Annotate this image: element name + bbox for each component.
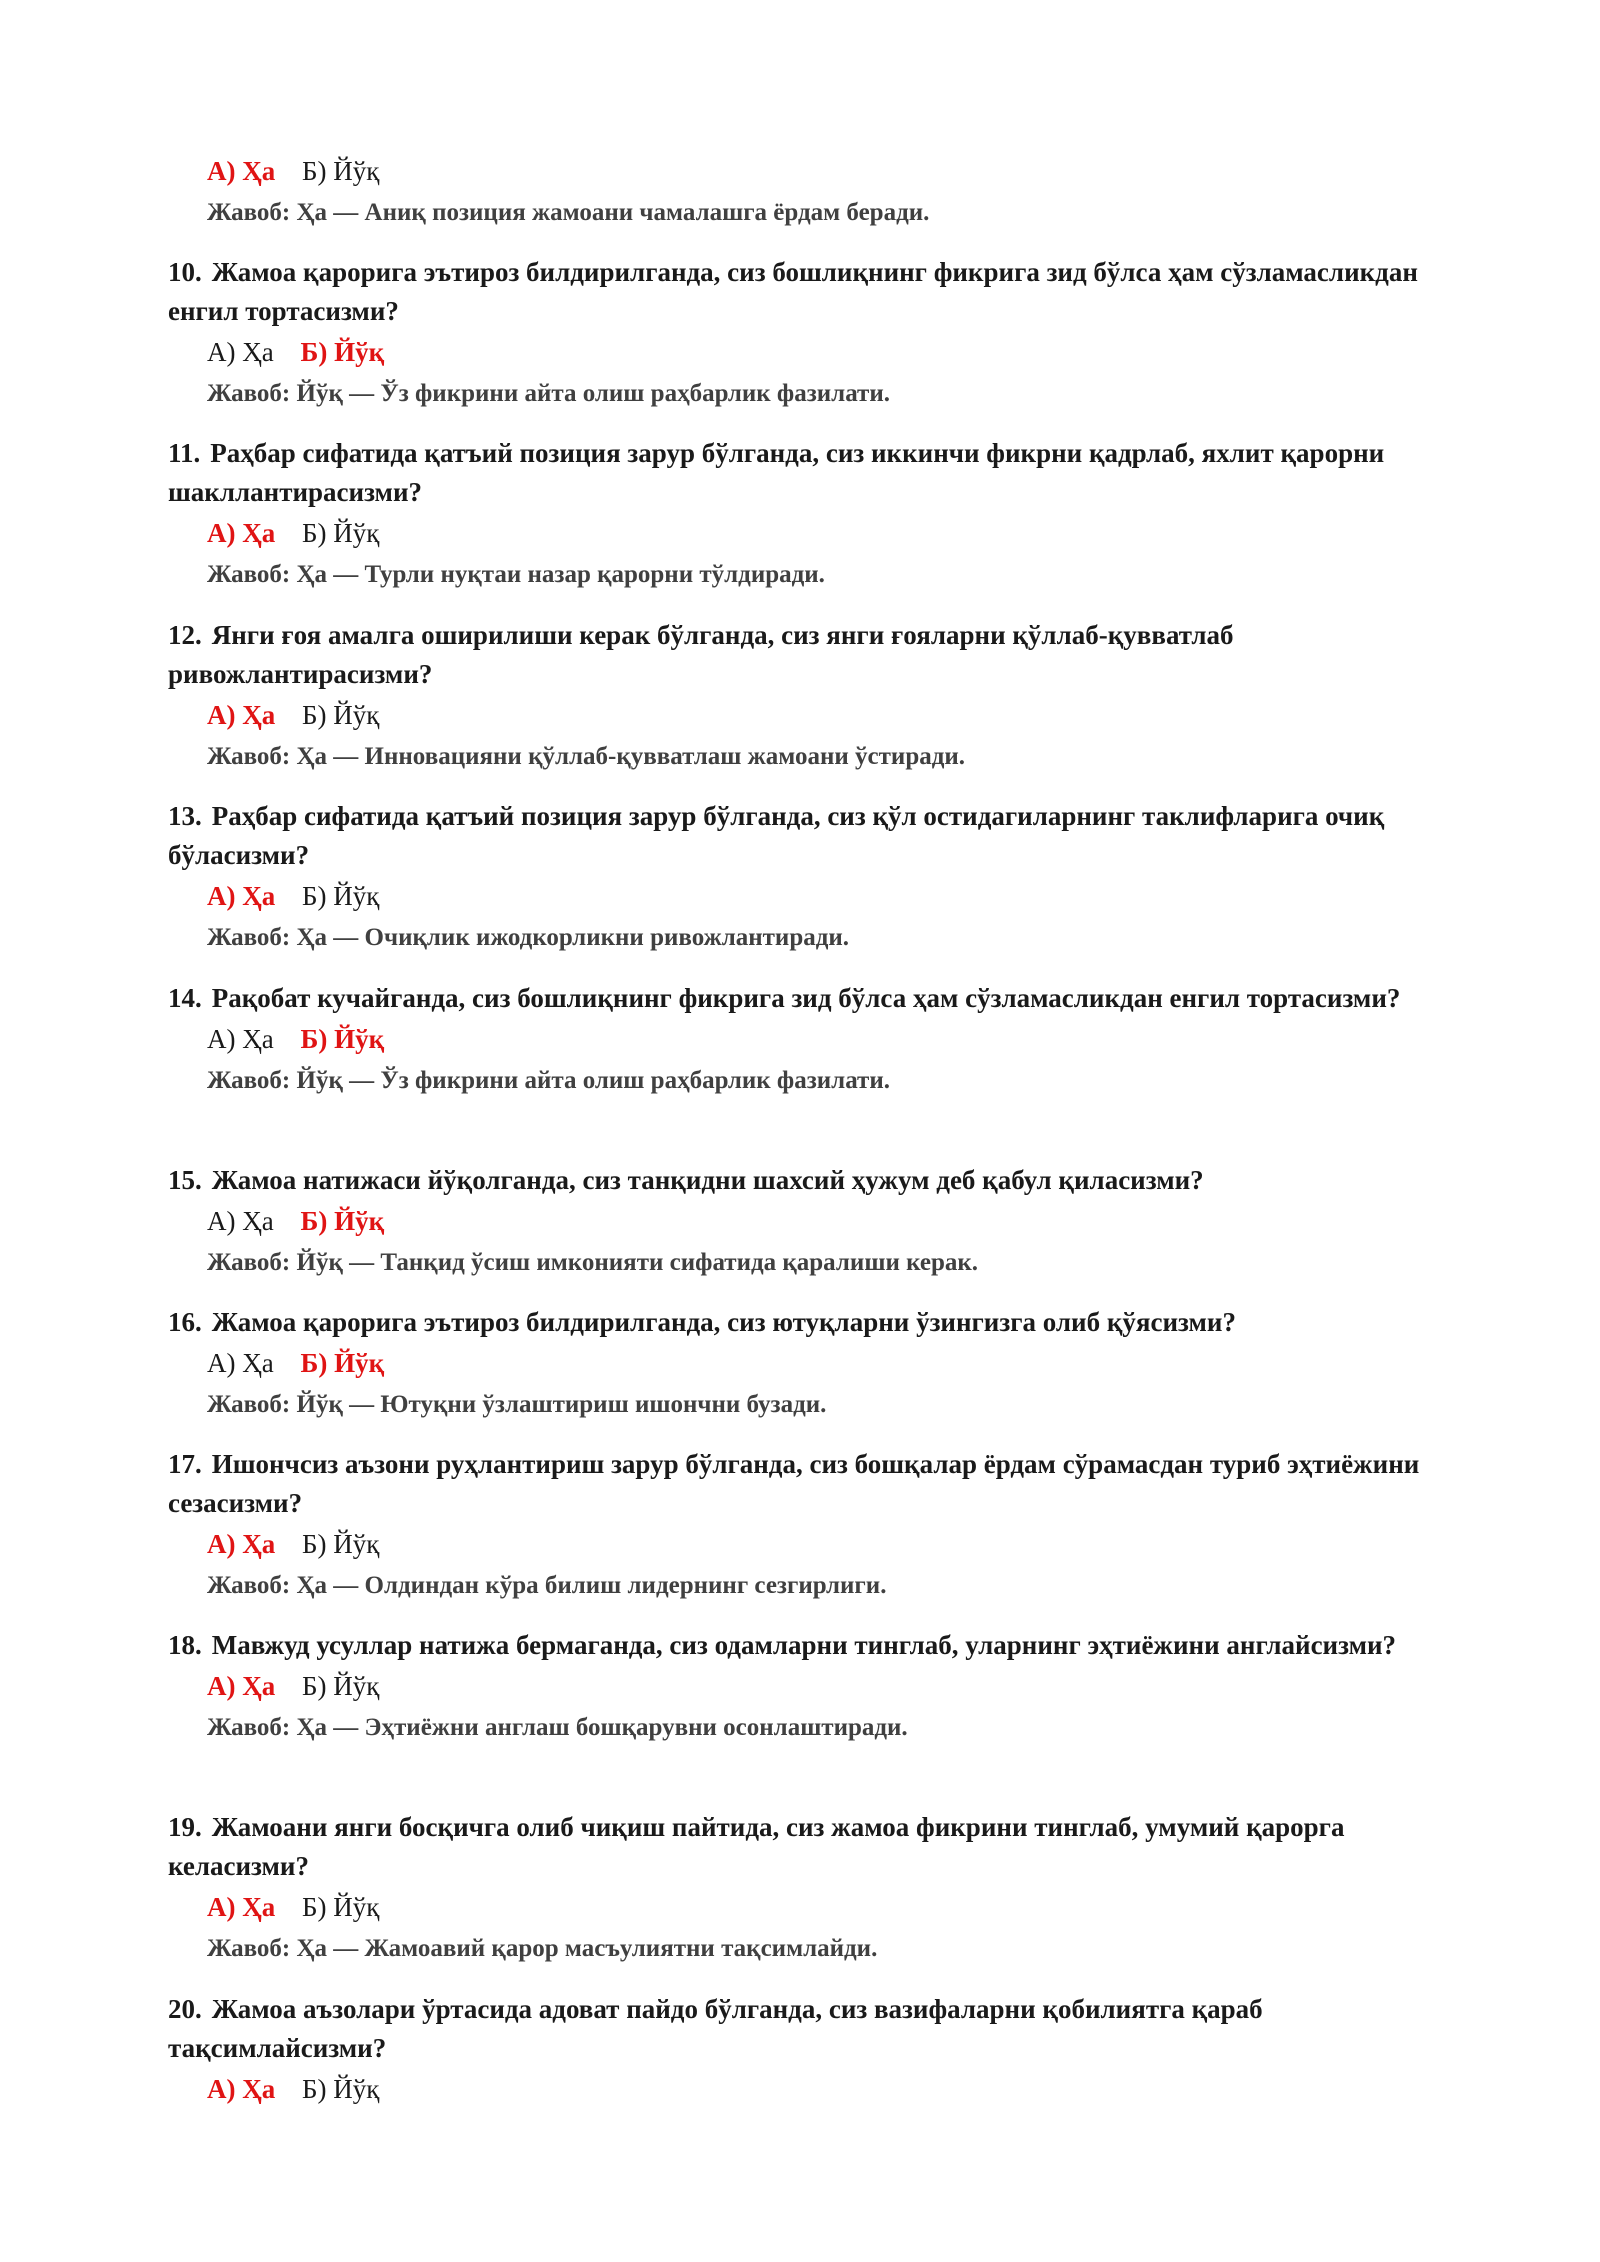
- option-b: Б) Йўқ: [302, 1529, 380, 1559]
- answer-text: Жавоб: Йўқ — Ўз фикрини айта олиш раҳбарлик фазилати.: [207, 1067, 890, 1094]
- answer-text: Жавоб: Ҳа — Олдиндан кўра билиш лидернинг сезгирлиги.: [207, 1572, 887, 1599]
- answer-text: Жавоб: Йўқ — Ютуқни ўзлаштириш ишончни бузади.: [207, 1391, 827, 1418]
- option-b: Б) Йўқ: [300, 1206, 385, 1236]
- answer-text: Жавоб: Ҳа — Жамоавий қарор масъулиятни тақсимлайди.: [207, 1935, 878, 1962]
- question-block-11: [168, 434, 1438, 596]
- option-b: Б) Йўқ: [302, 156, 380, 186]
- answer-text: Жавоб: Ҳа — Эҳтиёжни англаш бошқарувни осонлаштиради.: [207, 1714, 908, 1741]
- question-block-13: [168, 797, 1438, 959]
- question-body: Жамоа қарорига эътироз билдирилганда, сиз ютуқларни ўзингизга олиб қўясизми?: [211, 1307, 1236, 1337]
- options-row: [207, 1018, 1438, 1060]
- options-row: [207, 512, 1438, 554]
- question-body: Жамоа қарорига эътироз билдирилганда, сиз бошлиқнинг фикрига зид бўлса ҳам сўзламасликдан енгил тортасизми?: [168, 257, 1418, 326]
- question-number: 12.: [168, 620, 202, 650]
- option-b: Б) Йўқ: [302, 700, 380, 730]
- options-row: [207, 150, 1438, 192]
- question-number: 16.: [168, 1307, 202, 1337]
- question-block-14: [168, 979, 1438, 1102]
- question-block-15: [168, 1161, 1438, 1284]
- option-a: А) Ҳа: [207, 1529, 276, 1559]
- option-a: А) Ҳа: [207, 700, 276, 730]
- question-body: Раҳбар сифатида қатъий позиция зарур бўлганда, сиз қўл остидагиларнинг таклифларига очиқ бўласизми?: [168, 801, 1385, 870]
- question-text: [168, 1303, 1438, 1342]
- option-b: Б) Йўқ: [302, 2074, 380, 2104]
- question-text: [168, 1808, 1438, 1886]
- question-block-18: [168, 1626, 1438, 1749]
- question-text: [168, 1161, 1438, 1200]
- question-number: 15.: [168, 1165, 202, 1195]
- option-b: Б) Йўқ: [300, 1024, 385, 1054]
- question-block-19: [168, 1808, 1438, 1970]
- option-b: Б) Йўқ: [302, 518, 380, 548]
- options-row: [207, 331, 1438, 373]
- answer-text: Жавоб: Йўқ — Ўз фикрини айта олиш раҳбарлик фазилати.: [207, 380, 890, 407]
- answer-text: Жавоб: Ҳа — Турли нуқтаи назар қарорни тўлдиради.: [207, 561, 825, 588]
- question-body: Жамоа аъзолари ўртасида адоват пайдо бўлганда, сиз вазифаларни қобилиятга қараб тақсимлайсизми?: [168, 1994, 1263, 2063]
- question-text: [168, 1990, 1438, 2068]
- question-block-10: [168, 253, 1438, 415]
- question-body: Янги ғоя амалга оширилиши керак бўлганда, сиз янги ғояларни қўллаб-қувватлаб ривожлантирасизми?: [168, 620, 1234, 689]
- option-a: А) Ҳа: [207, 156, 276, 186]
- question-text: [168, 1626, 1438, 1665]
- answer-text: Жавоб: Ҳа — Очиқлик ижодкорликни ривожлантиради.: [207, 924, 850, 951]
- option-a: А) Ҳа: [207, 337, 274, 367]
- option-a: А) Ҳа: [207, 1206, 274, 1236]
- question-body: Раҳбар сифатида қатъий позиция зарур бўлганда, сиз иккинчи фикрни қадрлаб, яхлит қарорни шакллантирасизми?: [168, 438, 1385, 507]
- option-a: А) Ҳа: [207, 881, 276, 911]
- option-a: А) Ҳа: [207, 1348, 274, 1378]
- question-block-12: [168, 616, 1438, 778]
- options-row: [207, 1523, 1438, 1565]
- question-number: 11.: [168, 438, 201, 468]
- option-b: Б) Йўқ: [300, 337, 385, 367]
- option-b: Б) Йўқ: [302, 1671, 380, 1701]
- answer-text: Жавоб: Ҳа — Аниқ позиция жамоани чамалашга ёрдам беради.: [207, 199, 930, 226]
- options-row: [207, 694, 1438, 736]
- question-body: Жамоани янги босқичга олиб чиқиш пайтида, сиз жамоа фикрини тинглаб, умумий қарорга келасизми?: [168, 1812, 1345, 1881]
- option-a: А) Ҳа: [207, 1892, 276, 1922]
- question-number: 20.: [168, 1994, 202, 2024]
- option-b: Б) Йўқ: [300, 1348, 385, 1378]
- question-text: [168, 434, 1438, 512]
- option-a: А) Ҳа: [207, 1024, 274, 1054]
- answer-text: Жавоб: Йўқ — Танқид ўсиш имконияти сифатида қаралиши керак.: [207, 1249, 979, 1276]
- options-row: [207, 1665, 1438, 1707]
- question-body: Жамоа натижаси йўқолганда, сиз танқидни шахсий ҳужум деб қабул қиласизми?: [211, 1165, 1204, 1195]
- option-a: А) Ҳа: [207, 2074, 276, 2104]
- question-body: Ишончсиз аъзони руҳлантириш зарур бўлганда, сиз бошқалар ёрдам сўрамасдан туриб эҳтиёжини сезасизми?: [168, 1449, 1420, 1518]
- question-number: 13.: [168, 801, 202, 831]
- question-block-9: [168, 150, 1438, 234]
- question-block-16: [168, 1303, 1438, 1426]
- options-row: [207, 875, 1438, 917]
- option-a: А) Ҳа: [207, 1671, 276, 1701]
- option-b: Б) Йўқ: [302, 881, 380, 911]
- question-text: [168, 797, 1438, 875]
- options-row: [207, 1200, 1438, 1242]
- question-body: Мавжуд усуллар натижа бермаганда, сиз одамларни тинглаб, уларнинг эҳтиёжини англайсизми?: [211, 1630, 1397, 1660]
- options-row: [207, 2068, 1438, 2110]
- answer-text: Жавоб: Ҳа — Инновацияни қўллаб-қувватлаш жамоани ўстиради.: [207, 743, 966, 770]
- question-number: 19.: [168, 1812, 202, 1842]
- question-text: [168, 616, 1438, 694]
- question-text: [168, 1445, 1438, 1523]
- question-number: 18.: [168, 1630, 202, 1660]
- question-number: 17.: [168, 1449, 202, 1479]
- options-row: [207, 1342, 1438, 1384]
- question-number: 14.: [168, 983, 202, 1013]
- question-number: 10.: [168, 257, 202, 287]
- question-block-20: [168, 1990, 1438, 2110]
- options-row: [207, 1886, 1438, 1928]
- question-body: Рақобат кучайганда, сиз бошлиқнинг фикрига зид бўлса ҳам сўзламасликдан енгил тортасизми?: [211, 983, 1401, 1013]
- question-text: [168, 979, 1438, 1018]
- option-b: Б) Йўқ: [302, 1892, 380, 1922]
- question-text: [168, 253, 1438, 331]
- question-block-17: [168, 1445, 1438, 1607]
- option-a: А) Ҳа: [207, 518, 276, 548]
